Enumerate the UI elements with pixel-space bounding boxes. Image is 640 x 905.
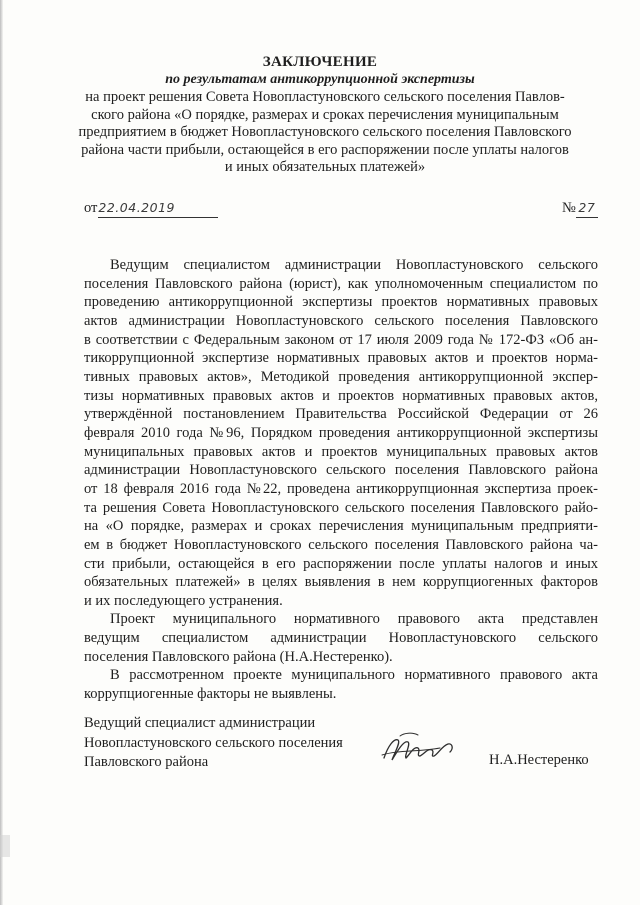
body-line: актов администрации Новопластуновского сельского поселения Павловского — [84, 312, 598, 329]
body-line: февраля 2010 года №96, Порядком проведения антикоррупционной экспертизы — [84, 424, 598, 441]
body-line: тикоррупционной экспертизе нормативных правовых актов и проектов норма- — [84, 350, 598, 367]
body-line: тизы нормативных правовых актов и проектов нормативных правовых актов, — [84, 387, 598, 404]
body-line: коррупциогенные факторы не выявлены. — [84, 686, 337, 703]
body-line: тивных правовых актов», Методикой проведения антикоррупционной экспер- — [84, 368, 598, 385]
scan-mark — [0, 835, 10, 857]
body-line: от 18 февраля 2016 года №22, проведена антикоррупционная экспертиза проек- — [84, 480, 598, 497]
signatory-name: Н.А.Нестеренко — [489, 752, 589, 768]
handwritten-signature — [378, 728, 462, 768]
number-prefix: № — [562, 200, 576, 216]
body-line: и их последующего устранения. — [84, 592, 283, 609]
document-title: ЗАКЛЮЧЕНИЕ — [262, 54, 378, 70]
body-line: обязательных платежей» в целях выявления в нем коррупциогенных факторов — [84, 574, 598, 591]
project-title-block — [70, 89, 580, 177]
signatory-position-line: Павловского района — [84, 754, 209, 770]
body-line: проведению антикоррупционной экспертизы проектов нормативных правовых — [84, 294, 598, 311]
number-field-row — [562, 200, 598, 218]
scan-shadow-edge — [0, 0, 3, 905]
body-line: утверждённой постановлением Правительства Российской Федерации от 26 — [84, 406, 598, 423]
body-line: муниципальных правовых актов и проектов муниципальных правовых актов — [84, 443, 598, 460]
body-line: на «О порядке, размерах и сроках перечисления муниципальным предприяти- — [84, 518, 598, 535]
date-prefix: от — [84, 200, 98, 216]
body-line: та решения Совета Новопластуновского сельского поселения Павловского райо- — [84, 499, 598, 516]
date-field-row — [84, 200, 218, 218]
signatory-position-line: Ведущий специалист администрации — [84, 715, 316, 731]
body-line: в соответствии с Федеральным законом от 17 июля 2009 года № 172-ФЗ «Об ан- — [84, 331, 598, 348]
body-line: Ведущим специалистом администрации Новопластуновского сельского — [110, 257, 598, 273]
document-body — [84, 256, 598, 704]
date-value: 22.04.2019 — [98, 200, 175, 215]
body-line: Проект муниципального нормативного правового акта представлен — [110, 611, 598, 628]
body-line: поселения Павловского района (юрист), как уполномоченным специалистом по — [84, 275, 598, 292]
body-line: ем в бюджет Новопластуновского сельского поселения Павловского района ча- — [84, 536, 598, 553]
project-title-line: предприятием в бюджет Новопластуновского сельского поселения Павловского — [78, 124, 572, 140]
number-field — [576, 200, 598, 218]
body-line: ведущим специалистом администрации Новопластуновского сельского — [84, 630, 598, 647]
project-title-line: на проект решения Совета Новопластуновского сельского поселения Павлов- — [85, 89, 565, 105]
signatory-position — [84, 714, 384, 773]
project-title-line: района части прибыли, остающейся в его распоряжении после уплаты налогов — [81, 141, 569, 158]
number-value: 27 — [578, 200, 596, 215]
body-line: поселения Павловского района (Н.А.Нестеренко). — [84, 648, 393, 665]
body-line: администрации Новопластуновского сельского поселения Павловского района — [84, 462, 598, 479]
project-title-line: ского района «О порядке, размерах и сроках перечисления муниципальным — [91, 106, 559, 123]
project-title-line: и иных обязательных платежей» — [224, 159, 426, 175]
body-line: сти прибыли, остающейся в его распоряжении после уплаты налогов и иных — [84, 555, 598, 572]
date-field — [98, 200, 218, 218]
document-subtitle: по результатам антикоррупционной экспертизы — [165, 72, 475, 87]
body-line: В рассмотренном проекте муниципального нормативного правового акта — [110, 667, 598, 684]
signatory-position-line: Новопластуновского сельского поселения — [84, 734, 343, 751]
